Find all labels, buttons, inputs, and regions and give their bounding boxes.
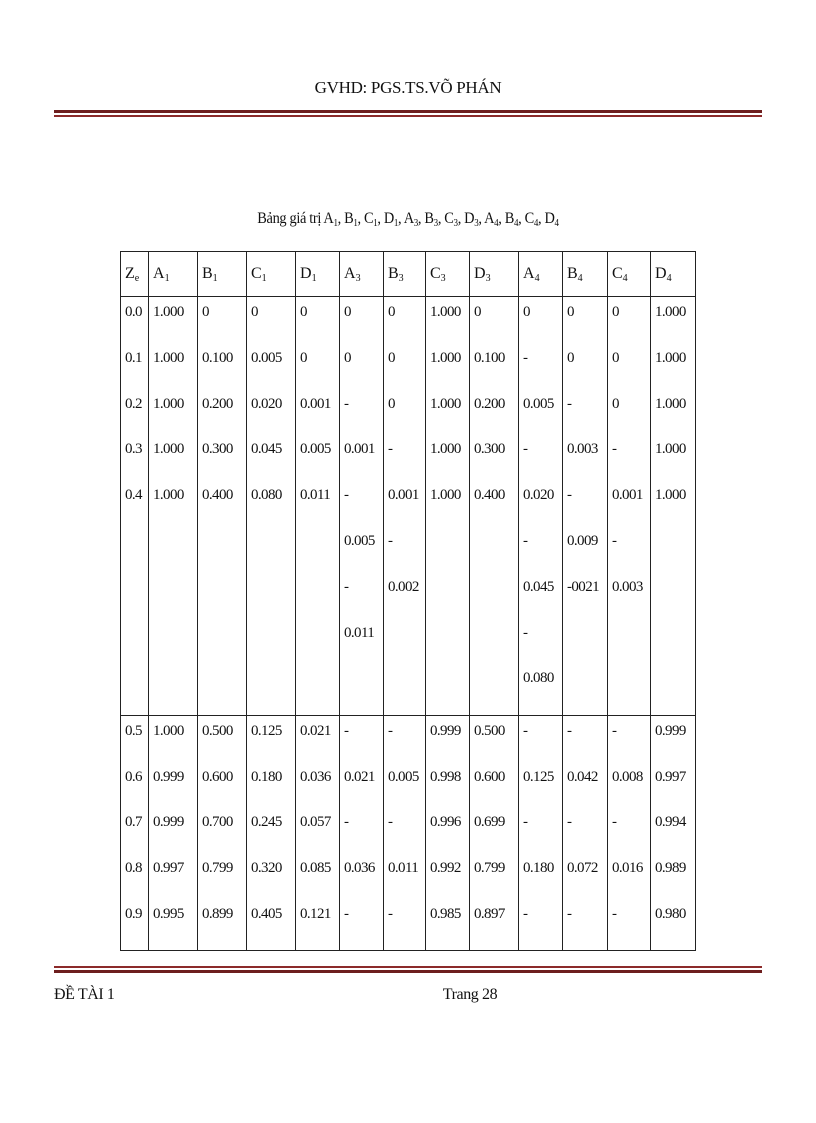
table-header-row (121, 252, 696, 297)
cell-value: 1.000 (430, 395, 461, 412)
table-cell (121, 716, 149, 951)
header-divider (54, 110, 762, 117)
cell-value: 0.011 (388, 859, 419, 876)
cell-value: 0 (567, 349, 574, 366)
cell-value: 0.036 (344, 859, 375, 876)
cell-value: 0.300 (202, 441, 233, 458)
cell-value: - (344, 578, 349, 595)
cell-value: 0.997 (655, 768, 686, 785)
cell-value: 1.000 (430, 441, 461, 458)
cell-value: 1.000 (655, 395, 686, 412)
cell-value: 1.000 (153, 441, 184, 458)
cell-value: 0.998 (430, 768, 461, 785)
cell-value: 0 (612, 349, 619, 366)
cell-value: 0.045 (523, 578, 554, 595)
column-header (608, 252, 651, 297)
column-symbol: $B_3$ (388, 265, 404, 284)
cell-value: 0.600 (474, 768, 505, 785)
cell-value: 0.121 (300, 905, 331, 922)
cell-value: - (612, 905, 617, 922)
cell-value: 0.085 (300, 859, 331, 876)
cell-value: - (523, 814, 528, 831)
cell-value: 0.057 (300, 814, 331, 831)
cell-value: - (567, 723, 572, 740)
cell-value: 0.100 (474, 349, 505, 366)
cell-value: 0.011 (300, 487, 331, 504)
column-symbol: $D_4$ (655, 265, 672, 284)
cell-value: 0 (344, 304, 351, 320)
column-header (651, 252, 696, 297)
cell-value: 0 (388, 349, 395, 366)
caption-symbol: $C_4$ (524, 210, 539, 229)
caption-symbol: $D_1$ (383, 210, 399, 229)
cell-value: 0.002 (388, 578, 419, 595)
cell-value: 0 (251, 304, 258, 320)
cell-value: 0.997 (153, 859, 184, 876)
cell-value: 0.005 (300, 441, 331, 458)
cell-value: 0.999 (655, 723, 686, 740)
cell-value: 0.1 (125, 349, 142, 366)
column-symbol: $D_3$ (474, 265, 491, 284)
cell-value: - (344, 905, 349, 922)
cell-value: 0.3 (125, 441, 142, 458)
cell-value: 0.200 (474, 395, 505, 412)
column-header (296, 252, 340, 297)
column-symbol: $A_4$ (523, 265, 540, 284)
cell-value: 0.003 (567, 441, 598, 458)
cell-value: 0.021 (300, 723, 331, 740)
cell-value: 0 (567, 304, 574, 320)
cell-value: 1.000 (655, 349, 686, 366)
cell-value: - (567, 814, 572, 831)
cell-value: 0.300 (474, 441, 505, 458)
table-cell (149, 716, 198, 951)
cell-value: 1.000 (655, 441, 686, 458)
cell-value: 0.799 (474, 859, 505, 876)
table-body (121, 297, 696, 951)
cell-value: 0.999 (153, 768, 184, 785)
cell-value: 0.320 (251, 859, 282, 876)
cell-value: 0.080 (523, 670, 554, 687)
table-row-group (121, 716, 696, 951)
column-header (247, 252, 296, 297)
cell-value: 1.000 (153, 304, 184, 320)
cell-value: 0.200 (202, 395, 233, 412)
cell-value: 0 (300, 304, 307, 320)
cell-value: 0.500 (474, 723, 505, 740)
cell-value: 0.799 (202, 859, 233, 876)
cell-value: 0.005 (251, 349, 282, 366)
column-header (198, 252, 247, 297)
cell-value: 0.001 (612, 487, 643, 504)
cell-value: 0.008 (612, 768, 643, 785)
caption-symbol: $D_3$ (464, 210, 479, 229)
cell-value: 0.6 (125, 768, 142, 785)
column-header (519, 252, 563, 297)
table-cell (384, 297, 426, 716)
cell-value: - (567, 395, 572, 412)
caption-symbol: $C_3$ (444, 210, 458, 229)
cell-value: - (612, 441, 617, 458)
page-header: GVHD: PGS.TS.VÕ PHÁN (314, 78, 502, 97)
cell-value: - (523, 905, 528, 922)
table-cell (149, 297, 198, 716)
table-cell (121, 297, 149, 716)
page-number: Trang 28 (442, 986, 498, 1003)
cell-value: 0.180 (523, 859, 554, 876)
column-symbol: $C_4$ (612, 265, 628, 284)
cell-value: 0.7 (125, 814, 142, 831)
cell-value: 0.036 (300, 768, 331, 785)
cell-value: 0 (202, 304, 209, 320)
table-cell (608, 297, 651, 716)
cell-value: - (567, 487, 572, 504)
column-symbol: $D_1$ (300, 265, 317, 284)
column-header (470, 252, 519, 297)
table-cell (426, 297, 470, 716)
cell-value: 0.180 (251, 768, 282, 785)
cell-value: 0 (523, 304, 530, 320)
cell-value: 1.000 (153, 723, 184, 740)
column-symbol: $A_3$ (344, 265, 361, 284)
cell-value: 0.0 (125, 304, 142, 320)
cell-value: 0.042 (567, 768, 598, 785)
cell-value: 0.021 (344, 768, 375, 785)
table-cell (426, 716, 470, 951)
cell-value: 0.600 (202, 768, 233, 785)
footer-title: ĐỀ TÀI 1 (54, 986, 115, 1003)
cell-value: 0.003 (612, 578, 643, 595)
table-cell (563, 716, 608, 951)
table-cell (470, 716, 519, 951)
cell-value: 0.999 (430, 723, 461, 740)
cell-value: 1.000 (430, 304, 461, 320)
cell-value: 0 (300, 349, 307, 366)
cell-value: 0.100 (202, 349, 233, 366)
cell-value: - (388, 723, 393, 740)
table-row-group (121, 297, 696, 716)
caption-symbol: $B_3$ (424, 210, 438, 229)
column-header (384, 252, 426, 297)
column-header (121, 252, 149, 297)
cell-value: 0.005 (523, 395, 554, 412)
column-symbol: $Z_e$ (125, 265, 140, 284)
cell-value: 0 (474, 304, 481, 320)
cell-value: 0.2 (125, 395, 142, 412)
cell-value: 0 (612, 395, 619, 412)
cell-value: - (523, 723, 528, 740)
table-cell (247, 716, 296, 951)
cell-value: - (612, 532, 617, 549)
cell-value: 1.000 (153, 349, 184, 366)
table-cell (563, 297, 608, 716)
cell-value: 0.072 (567, 859, 598, 876)
cell-value: 0.011 (344, 624, 375, 641)
cell-value: 0.400 (474, 487, 505, 504)
cell-value: 0.992 (430, 859, 461, 876)
cell-value: 0.009 (567, 532, 598, 549)
footer-divider (54, 966, 762, 973)
cell-value: - (523, 532, 528, 549)
cell-value: 0.899 (202, 905, 233, 922)
cell-value: -0021 (567, 578, 599, 595)
cell-value: 0.999 (153, 814, 184, 831)
table-cell (340, 297, 384, 716)
table-caption-items: $A_1$, $B_1$, $C_1$, $D_1$, $A_3$, $B_3$, $C_3$, $D_3$, $A_4$, $B_4$, $C_4$, $D_4$ (323, 210, 559, 229)
cell-value: - (388, 441, 393, 458)
cell-value: 0.400 (202, 487, 233, 504)
cell-value: - (388, 814, 393, 831)
table-cell (198, 716, 247, 951)
table-caption-prefix: Bảng giá trị (257, 210, 324, 227)
cell-value: 1.000 (153, 395, 184, 412)
table-cell (651, 297, 696, 716)
table-cell (384, 716, 426, 951)
cell-value: 0.5 (125, 723, 142, 740)
column-header (426, 252, 470, 297)
cell-value: 0 (388, 304, 395, 320)
cell-value: - (523, 624, 528, 641)
column-symbol: $A_1$ (153, 265, 170, 284)
cell-value: 1.000 (153, 487, 184, 504)
cell-value: - (612, 723, 617, 740)
cell-value: - (344, 395, 349, 412)
cell-value: 0.125 (523, 768, 554, 785)
cell-value: 0.989 (655, 859, 686, 876)
cell-value: 0.700 (202, 814, 233, 831)
cell-value: 0.699 (474, 814, 505, 831)
cell-value: - (523, 349, 528, 366)
cell-value: - (344, 723, 349, 740)
cell-value: 0.125 (251, 723, 282, 740)
caption-symbol: $D_4$ (544, 210, 559, 229)
cell-value: 0.016 (612, 859, 643, 876)
cell-value: 0.9 (125, 905, 142, 922)
cell-value: 1.000 (655, 487, 686, 504)
cell-value: 0.020 (251, 395, 282, 412)
table-cell (470, 297, 519, 716)
cell-value: 0.001 (300, 395, 331, 412)
cell-value: 0 (344, 349, 351, 366)
cell-value: 0.897 (474, 905, 505, 922)
cell-value: 0.980 (655, 905, 686, 922)
cell-value: 0 (388, 395, 395, 412)
cell-value: 0.245 (251, 814, 282, 831)
values-table (120, 251, 696, 951)
cell-value: 0.500 (202, 723, 233, 740)
cell-value: 0.996 (430, 814, 461, 831)
column-header (149, 252, 198, 297)
cell-value: 0.005 (344, 532, 375, 549)
cell-value: - (344, 487, 349, 504)
caption-symbol: $B_1$ (344, 210, 358, 229)
table-cell (519, 297, 563, 716)
cell-value: 1.000 (655, 304, 686, 320)
table-cell (247, 297, 296, 716)
cell-value: 0.001 (344, 441, 375, 458)
cell-value: 0.405 (251, 905, 282, 922)
column-symbol: $C_1$ (251, 265, 267, 284)
cell-value: - (388, 905, 393, 922)
caption-symbol: $C_1$ (363, 210, 378, 229)
cell-value: 1.000 (430, 349, 461, 366)
table-cell (608, 716, 651, 951)
cell-value: 0.995 (153, 905, 184, 922)
cell-value: 1.000 (430, 487, 461, 504)
column-symbol: $C_3$ (430, 265, 446, 284)
cell-value: - (523, 441, 528, 458)
cell-value: 0.994 (655, 814, 686, 831)
cell-value: 0.8 (125, 859, 142, 876)
caption-symbol: $A_4$ (484, 210, 499, 229)
table-cell (519, 716, 563, 951)
cell-value: 0.005 (388, 768, 419, 785)
cell-value: - (612, 814, 617, 831)
cell-value: 0.045 (251, 441, 282, 458)
table-cell (340, 716, 384, 951)
cell-value: - (567, 905, 572, 922)
cell-value: 0.985 (430, 905, 461, 922)
column-symbol: $B_4$ (567, 265, 583, 284)
table-cell (198, 297, 247, 716)
cell-value: - (344, 814, 349, 831)
column-symbol: $B_1$ (202, 265, 218, 284)
caption-symbol: $A_1$ (323, 210, 338, 229)
cell-value: 0.020 (523, 487, 554, 504)
cell-value: 0 (612, 304, 619, 320)
table-caption (41, 210, 775, 228)
cell-value: 0.080 (251, 487, 282, 504)
table-cell (651, 716, 696, 951)
table-cell (296, 716, 340, 951)
table-cell (296, 297, 340, 716)
caption-symbol: $B_4$ (504, 210, 519, 229)
column-header (563, 252, 608, 297)
cell-value: 0.001 (388, 487, 419, 504)
caption-symbol: $A_3$ (403, 210, 418, 229)
cell-value: - (388, 532, 393, 549)
cell-value: 0.4 (125, 487, 142, 504)
column-header (340, 252, 384, 297)
